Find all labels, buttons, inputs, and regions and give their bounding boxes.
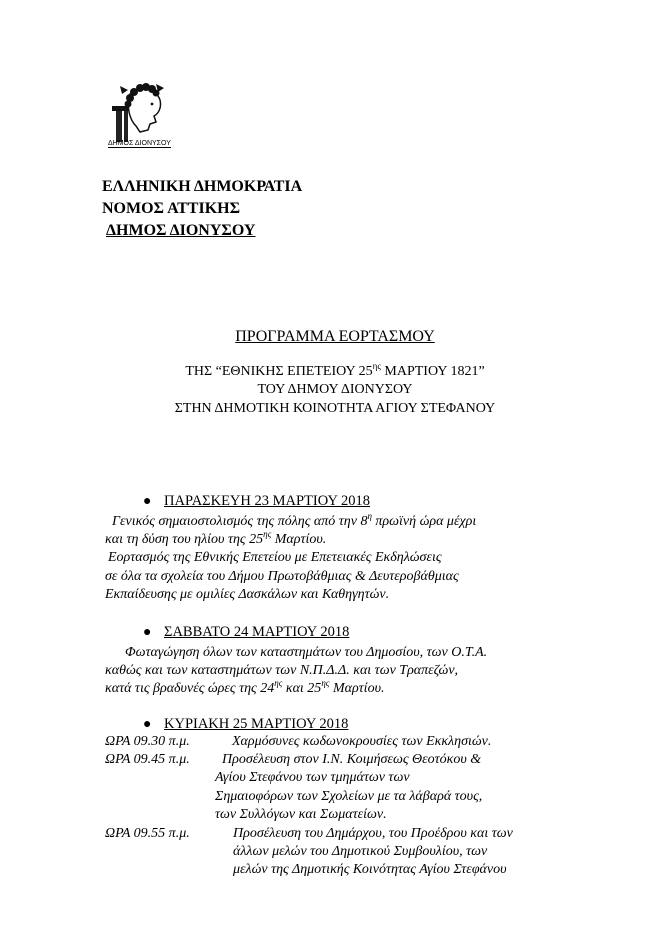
friday-text-line-3: Εορτασμός της Εθνικής Επετείου με Επετειακές Εκδηλώσεις — [108, 550, 442, 565]
subtitle-line-3: ΣΤΗΝ ΔΗΜΟΤΙΚΗ ΚΟΙΝΟΤΗΤΑ ΑΓΙΟΥ ΣΤΕΦΑΝΟΥ — [174, 401, 496, 416]
friday-text-line-2: και τη δύση του ηλίου της $25^{\eta\varsigma}$ Μαρτίου. — [105, 529, 327, 547]
municipality-logo — [100, 80, 172, 152]
prefecture-heading: ΝΟΜΟΣ ΑΤΤΙΚΗΣ — [102, 200, 241, 217]
sunday-time-1: ΩΡΑ 09.30 π.μ. — [105, 734, 190, 749]
sunday-event-2-line-3: Σημαιοφόρων των Σχολείων με τα λάβαρά τους, — [215, 789, 483, 804]
sunday-event-3-line-3: μελών της Δημοτικής Κοινότητας Αγίου Στεφάνου — [233, 862, 507, 877]
bullet-icon: ● — [143, 717, 152, 732]
friday-heading: ΠΑΡΑΣΚΕΥΗ 23 ΜΑΡΤΙΟΥ 2018 — [164, 493, 371, 509]
subtitle-line-1: ΤΗΣ “ΕΘΝΙΚΗΣ ΕΠΕΤΕΙΟΥ $25^{\eta\varsigma}$ ΜΑΡΤΙΟΥ 1821” — [185, 361, 485, 379]
municipality-heading: ΔΗΜΟΣ ΔΙΟΝΥΣΟΥ — [106, 222, 256, 239]
bullet-icon: ● — [143, 625, 152, 640]
logo-caption: ΔΗΜΟΣ ΔΙΟΝΥΣΟΥ — [108, 140, 171, 147]
sunday-heading: ΚΥΡΙΑΚΗ 25 ΜΑΡΤΙΟΥ 2018 — [164, 716, 349, 732]
document-title: ΠΡΟΓΡΑΜΜΑ ΕΟΡΤΑΣΜΟΥ — [235, 328, 435, 345]
sunday-event-3-line-2: άλλων μελών του Δημοτικού Συμβουλίου, των — [233, 844, 488, 859]
friday-text-line-1: Γενικός σημαιοστολισμός της πόλης από την $8^\eta$ πρωϊνή ώρα μέχρι — [112, 511, 477, 529]
sunday-event-2-line-4: των Συλλόγων και Σωματείων. — [215, 807, 387, 822]
sunday-time-3: ΩΡΑ 09.55 π.μ. — [105, 826, 190, 841]
saturday-text-line-1: Φωταγώγηση όλων των καταστημάτων του Δημοσίου, των Ο.Τ.Α. — [125, 645, 488, 660]
friday-text-line-5: Εκπαίδευσης με ομιλίες Δασκάλων και Καθηγητών. — [105, 587, 390, 602]
sunday-time-2: ΩΡΑ 09.45 π.μ. — [105, 752, 190, 767]
saturday-heading: ΣΑΒΒΑΤΟ 24 ΜΑΡΤΙΟΥ 2018 — [164, 624, 350, 640]
sunday-event-1: Χαρμόσυνες κωδωνοκρουσίες των Εκκλησιών. — [232, 734, 492, 749]
sunday-event-3-line-1: Προσέλευση του Δημάρχου, του Προέδρου και των — [233, 826, 513, 841]
bullet-icon: ● — [143, 494, 152, 509]
saturday-text-line-3: κατά τις βραδυνές ώρες της $24^{\eta\varsigma}$ και $25^{\eta\varsigma}$ Μαρτίου. — [105, 678, 385, 696]
country-heading: ΕΛΛΗΝΙΚΗ ΔΗΜΟΚΡΑΤΙΑ — [102, 178, 303, 195]
sunday-event-2-line-1: Προσέλευση στον Ι.Ν. Κοιμήσεως Θεοτόκου & — [222, 752, 482, 767]
friday-text-line-4: σε όλα τα σχολεία του Δήμου Πρωτοβάθμιας & Δευτεροβάθμιας — [105, 569, 459, 584]
subtitle-line-2: ΤΟΥ ΔΗΜΟΥ ΔΙΟΝΥΣΟΥ — [257, 382, 413, 397]
sunday-event-2-line-2: Αγίου Στεφάνου των τμημάτων των — [215, 770, 410, 785]
saturday-text-line-2: καθώς και των καταστημάτων των Ν.Π.Δ.Δ. και των Τραπεζών, — [105, 663, 459, 678]
